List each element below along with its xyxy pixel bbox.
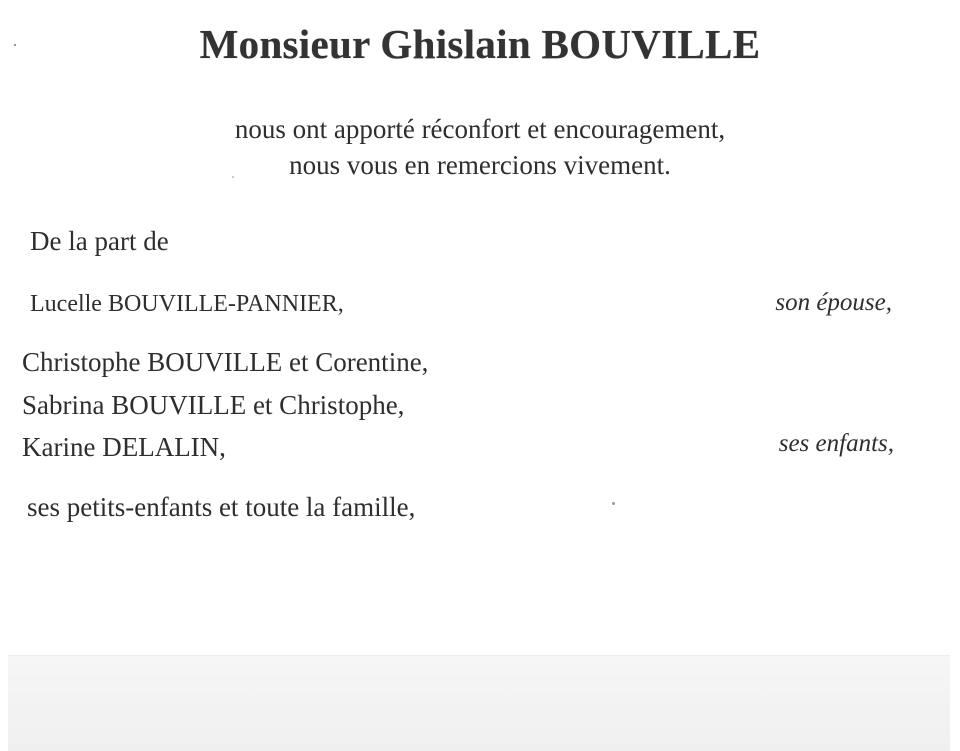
child-line: Karine DELALIN, — [22, 432, 226, 462]
thanks-line-1: nous ont apporté réconfort et encouragement, — [234, 114, 726, 144]
thanks-line-2: nous vous en remercions vivement. — [289, 150, 671, 180]
child-line: Christophe BOUVILLE et Corentine, — [22, 347, 429, 377]
spouse-name: Lucelle BOUVILLE-PANNIER, — [30, 291, 344, 317]
intro-text: De la part de — [30, 226, 169, 256]
spouse-role: son épouse, — [775, 289, 892, 316]
children-role: ses enfants, — [778, 430, 894, 457]
child-line: Sabrina BOUVILLE et Christophe, — [22, 390, 405, 420]
page-title: Monsieur Ghislain BOUVILLE — [199, 21, 761, 67]
family-line: ses petits-enfants et toute la famille, — [27, 492, 416, 522]
scan-speck — [612, 502, 615, 505]
scan-edge-shadow — [8, 655, 950, 751]
